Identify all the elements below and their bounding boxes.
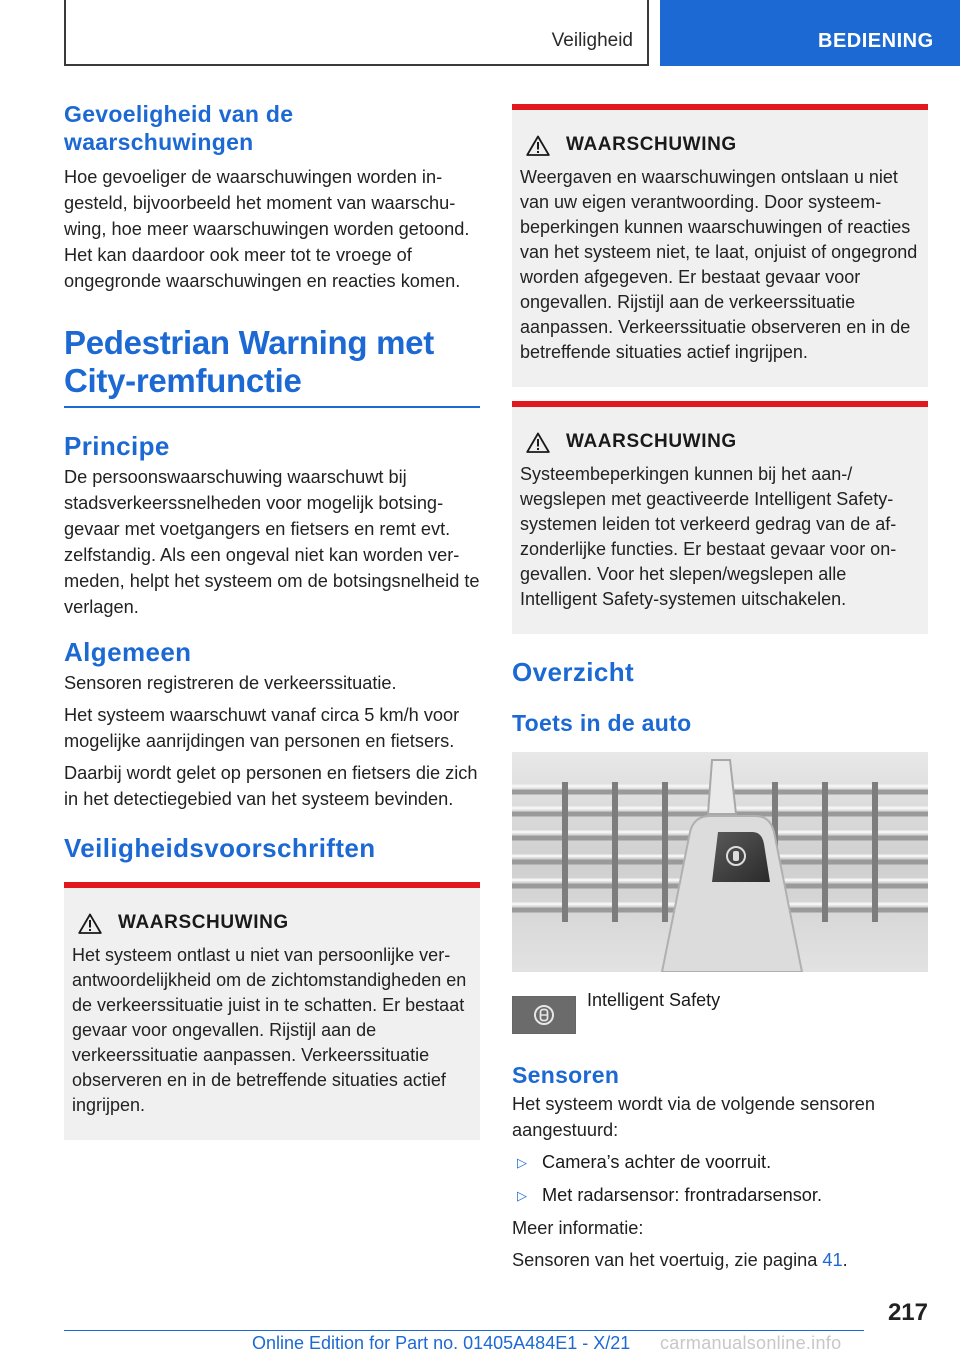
heading-principle: Principe	[64, 431, 170, 461]
warning-box-1	[512, 104, 928, 387]
reference-text: Sensoren van het voertuig, zie pagina	[512, 1250, 823, 1270]
bullet-triangle-icon: ▷	[517, 1188, 527, 1203]
right-column	[512, 104, 928, 1273]
header-section-box	[64, 0, 649, 66]
warning-label-2: WAARSCHUWING	[566, 431, 737, 452]
paragraph-sensitivity: Hoe gevoeliger de waarschuwingen worden ingesteld, bijvoorbeeld het moment van waarschuwing, hoe meer waarschuwingen worden getoond. Het kan daardoor ook meer tot te vroege of ongegronde waarschuwingen en reacties komen.	[64, 167, 470, 291]
header-chapter-title: BEDIENING	[818, 30, 934, 52]
paragraph-principle: De persoonswaarschuwing waarschuwt bij stadsverkeerssnelheden voor mogelijk botsinggevaar met voetgangers en fietsers en remt evt. zelfstandig. Als een ongeval niet kan worden vermeden, helpt het systeem om de botsingsnelheid te verlagen.	[64, 467, 480, 617]
warning-triangle-icon	[78, 913, 102, 934]
footer-watermark: carmanualsonline.info	[660, 1333, 842, 1353]
heading-safety-instructions: Veiligheidsvoorschriften	[64, 833, 376, 863]
button-legend	[512, 988, 928, 1034]
paragraph-general-2: Het systeem waarschuwt vanaf circa 5 km/h voor mogelijke aanrijdingen van personen en fietsers.	[64, 705, 460, 751]
warning-box-2	[512, 401, 928, 634]
paragraph-general-3: Daarbij wordt gelet op personen en fietsers die zich in het detectiegebied van het systeem bevinden.	[64, 763, 478, 809]
heading-sensitivity: Gevoeligheid van de waarschuwingen	[64, 101, 294, 155]
list-item	[512, 1182, 928, 1209]
warning-triangle-icon	[526, 432, 550, 453]
list-item	[512, 1149, 928, 1176]
intelligent-safety-icon	[532, 1003, 556, 1027]
warning-header-2	[526, 431, 920, 453]
warning-header-1	[526, 134, 920, 156]
reference-end: .	[842, 1250, 848, 1270]
warning-text: Het systeem ontlast u niet van persoonlijke verantwoordelijkheid om de zichtomstandigheden en de verkeerssituatie juist in te schatten. Er bestaat gevaar voor ongevallen. Rijstijl aan de verkeerssituatie aanpassen. Verkeerssituatie observeren en in de betreffende situaties actief ingrijpen.	[72, 945, 467, 1115]
page-link-41[interactable]: 41	[822, 1250, 843, 1270]
vent-panel-illustration	[512, 752, 928, 972]
warning-triangle-icon	[526, 135, 550, 156]
heading-sensors: Sensoren	[512, 1062, 620, 1088]
warning-box	[64, 882, 480, 1140]
warning-header	[78, 912, 472, 934]
list-item-text: Met radarsensor: frontradarsensor.	[542, 1185, 823, 1205]
left-column	[64, 100, 480, 1140]
heading-pedestrian-warning: Pedestrian Warning met City-remfunctie	[64, 324, 480, 408]
warning-text-1: Weergaven en waarschuwingen ontslaan u niet van uw eigen verantwoording. Door systeembeperkingen kunnen waarschuwingen of reacties van het systeem niet, te laat, onjuist of ongegrond worden afgegeven. Er bestaat gevaar voor ongevallen. Rijstijl aan de verkeerssituatie aanpassen. Verkeerssituatie observeren en in de betreffende situaties actief ingrijpen.	[520, 167, 918, 362]
paragraph-general-1: Sensoren registreren de verkeerssituatie.	[64, 673, 397, 693]
intelligent-safety-button-key	[512, 996, 576, 1034]
paragraph-reference	[512, 1247, 928, 1273]
header-section-title: Veiligheid	[551, 30, 633, 51]
footer-divider	[64, 1330, 864, 1331]
paragraph-sensors: Het systeem wordt via de volgende sensoren aangestuurd:	[512, 1094, 875, 1140]
header-chapter-tab	[660, 0, 960, 66]
page-number: 217	[887, 1299, 928, 1326]
paragraph-more-info: Meer informatie:	[512, 1218, 644, 1238]
warning-label: WAARSCHUWING	[118, 912, 289, 933]
warning-text-2: Systeembeperkingen kunnen bij het aan-/ wegslepen met geactiveerde Intelligent Safety-systemen leiden tot verkeerd gedrag van de afzonderlijke functies. Er bestaat gevaar voor ongevallen. Voor het slepen/wegslepen alle Intelligent Safety-systemen uitschakelen.	[520, 464, 897, 609]
bullet-triangle-icon: ▷	[517, 1155, 527, 1170]
heading-button-in-car: Toets in de auto	[512, 710, 692, 736]
heading-general: Algemeen	[64, 637, 192, 667]
list-item-text: Camera’s achter de voorruit.	[542, 1152, 772, 1172]
heading-overview: Overzicht	[512, 657, 635, 687]
legend-intelligent-safety: Intelligent Safety	[587, 990, 721, 1010]
warning-label-1: WAARSCHUWING	[566, 134, 737, 155]
dashboard-button-photo	[512, 752, 928, 972]
footer-edition: Online Edition for Part no. 01405A484E1 - X/21	[252, 1333, 631, 1353]
